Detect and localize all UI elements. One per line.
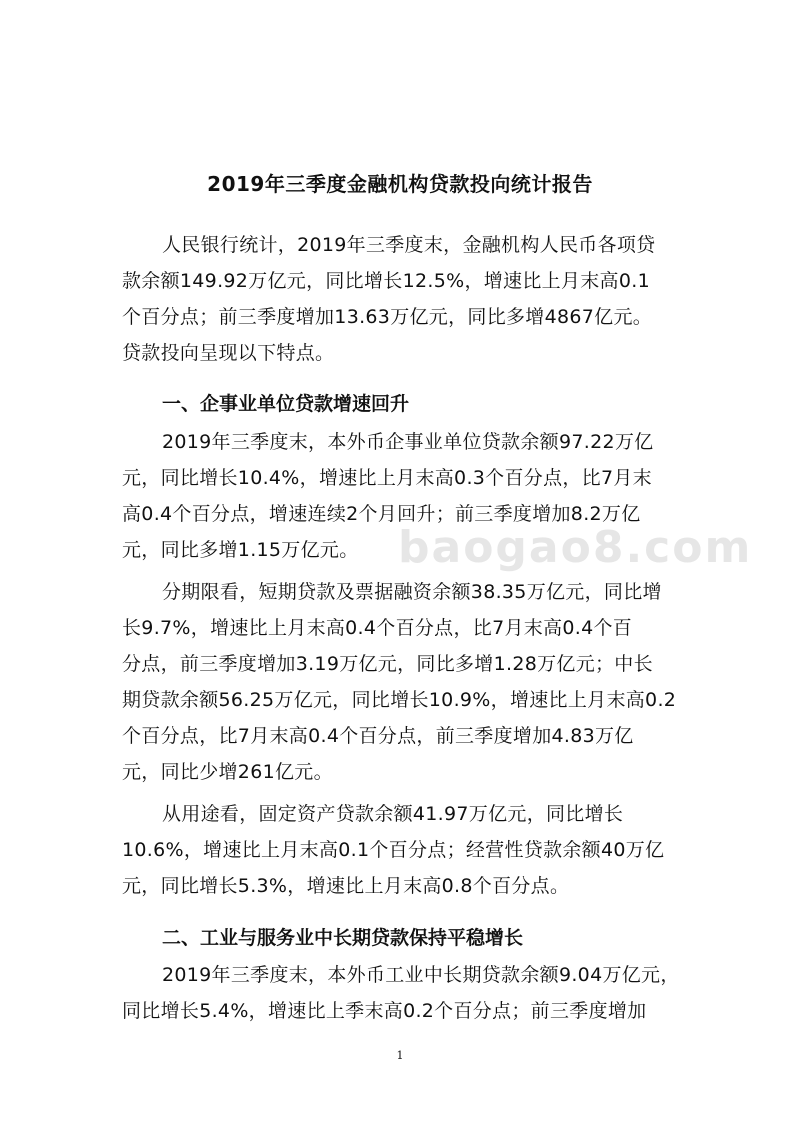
section-1-p1-line-4: 元，同比多增1.15万亿元。 — [122, 539, 359, 561]
document-title: 2019年三季度金融机构贷款投向统计报告 — [207, 172, 593, 196]
intro-line-2: 款余额149.92万亿元，同比增长12.5%，增速比上月末高0.1 — [122, 270, 650, 292]
section-1-p3-line-1: 从用途看，固定资产贷款余额41.97万亿元，同比增长 — [162, 803, 624, 825]
watermark: baogao8.com — [398, 522, 753, 573]
section-1-p2-line-5: 个百分点，比7月末高0.4个百分点，前三季度增加4.83万亿 — [122, 725, 634, 747]
section-1-p1-line-2: 元，同比增长10.4%，增速比上月末高0.3个百分点，比7月末 — [122, 467, 652, 489]
section-1-p2-line-4: 期贷款余额56.25万亿元，同比增长10.9%，增速比上月末高0.2 — [122, 689, 677, 711]
section-1-p3-line-2: 10.6%，增速比上月末高0.1个百分点；经营性贷款余额40万亿 — [122, 839, 665, 861]
section-1-p2-line-1: 分期限看，短期贷款及票据融资余额38.35万亿元，同比增 — [162, 581, 662, 603]
section-1-p1-line-3: 高0.4个百分点，增速连续2个月回升；前三季度增加8.2万亿 — [122, 503, 641, 525]
section-1-p2-line-3: 分点，前三季度增加3.19万亿元，同比多增1.28万亿元；中长 — [122, 653, 653, 675]
section-2-p1-line-1: 2019年三季度末，本外币工业中长期贷款余额9.04万亿元， — [162, 964, 680, 986]
section-2-p1-line-2: 同比增长5.4%，增速比上季末高0.2个百分点；前三季度增加 — [122, 1000, 647, 1022]
page-number: 1 — [396, 1049, 404, 1062]
intro-line-4: 贷款投向呈现以下特点。 — [122, 342, 335, 364]
section-1-p3-line-3: 元，同比增长5.3%，增速比上月末高0.8个百分点。 — [122, 875, 570, 897]
intro-line-1: 人民银行统计，2019年三季度末，金融机构人民币各项贷 — [162, 234, 656, 256]
section-2-heading: 二、工业与服务业中长期贷款保持平稳增长 — [162, 927, 524, 949]
intro-line-3: 个百分点；前三季度增加13.63万亿元，同比多增4867亿元。 — [122, 306, 653, 328]
section-1-p1-line-1: 2019年三季度末，本外币企事业单位贷款余额97.22万亿 — [162, 431, 654, 453]
section-1-p2-line-6: 元，同比少增261亿元。 — [122, 761, 333, 783]
section-1-p2-line-2: 长9.7%，增速比上月末高0.4个百分点，比7月末高0.4个百 — [122, 617, 633, 639]
section-1-heading: 一、企事业单位贷款增速回升 — [162, 393, 410, 415]
